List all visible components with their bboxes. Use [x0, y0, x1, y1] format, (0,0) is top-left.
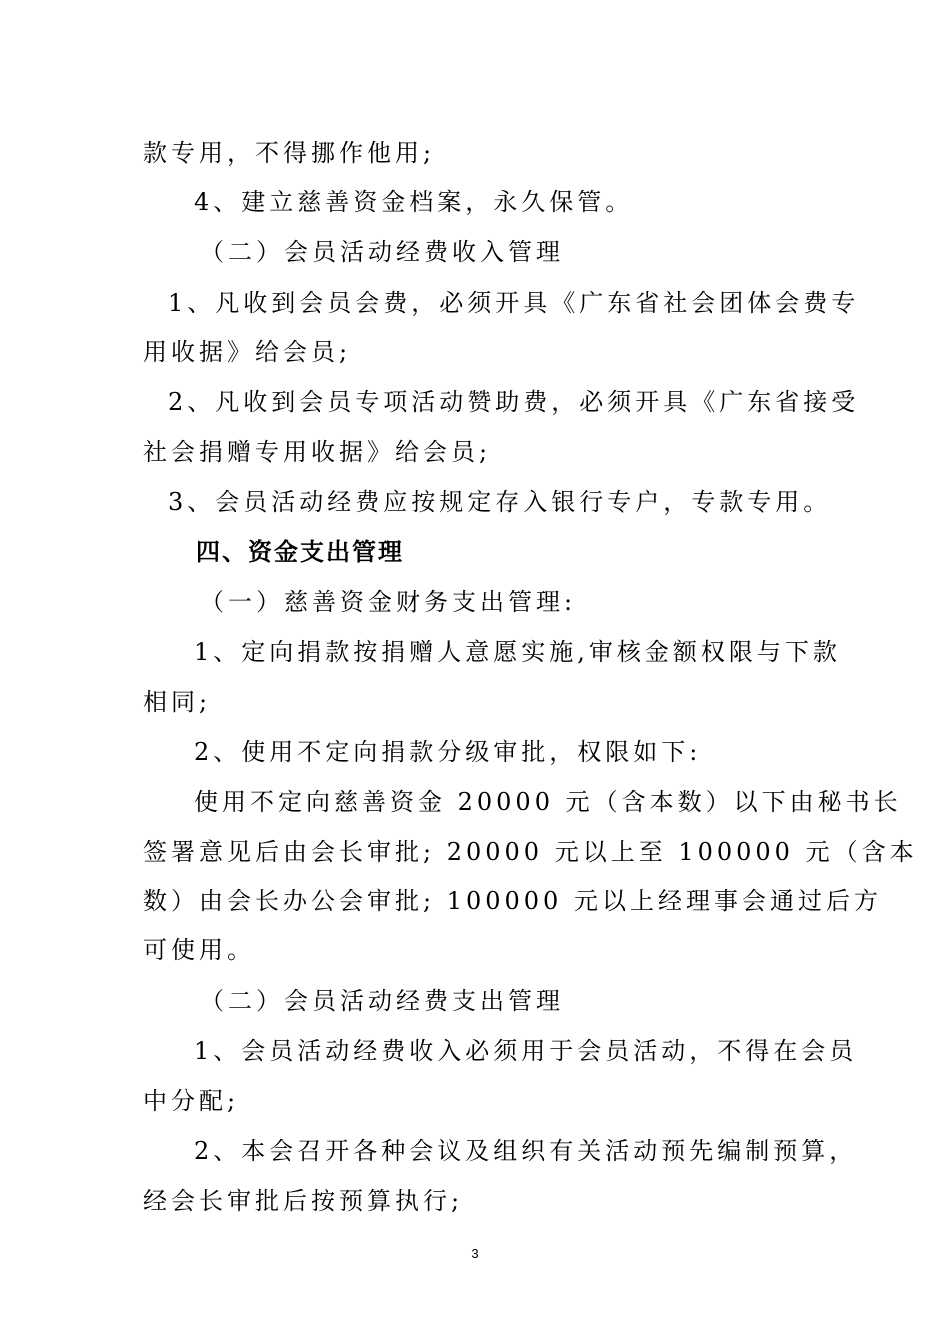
text-line: 相同; [143, 688, 212, 716]
section-subheading: （二）会员活动经费收入管理 [200, 238, 564, 266]
text-line: 使用不定向慈善资金 20000 元（含本数）以下由秘书长 [194, 788, 902, 816]
text-line: 2、本会召开各种会议及组织有关活动预先编制预算， [194, 1137, 858, 1165]
section-heading: 四、资金支出管理 [196, 538, 404, 566]
text-line: 用收据》给会员; [143, 338, 352, 366]
text-line: 2、凡收到会员专项活动赞助费，必须开具《广东省接受 [168, 388, 860, 416]
text-line: 4、建立慈善资金档案，永久保管。 [194, 188, 634, 216]
text-line: 1、凡收到会员会费，必须开具《广东省社会团体会费专 [168, 289, 860, 317]
text-line: 1、会员活动经费收入必须用于会员活动，不得在会员 [194, 1037, 858, 1065]
text-line: 签署意见后由会长审批; 20000 元以上至 100000 元（含本 [143, 838, 918, 866]
text-line: 2、使用不定向捐款分级审批，权限如下: [194, 738, 702, 766]
section-subheading: （二）会员活动经费支出管理 [200, 987, 564, 1015]
text-line: 可使用。 [143, 936, 255, 964]
page-number: 3 [471, 1246, 479, 1261]
text-line: 款专用，不得挪作他用; [143, 139, 436, 167]
text-line: 社会捐赠专用收据》给会员; [143, 438, 492, 466]
section-subheading: （一）慈善资金财务支出管理: [200, 588, 577, 616]
text-line: 数）由会长办公会审批; 100000 元以上经理事会通过后方 [143, 887, 882, 915]
text-line: 3、会员活动经费应按规定存入银行专户，专款专用。 [168, 488, 832, 516]
text-line: 中分配; [143, 1087, 240, 1115]
text-line: 1、定向捐款按捐赠人意愿实施,审核金额权限与下款 [194, 638, 841, 666]
text-line: 经会长审批后按预算执行; [143, 1187, 464, 1215]
